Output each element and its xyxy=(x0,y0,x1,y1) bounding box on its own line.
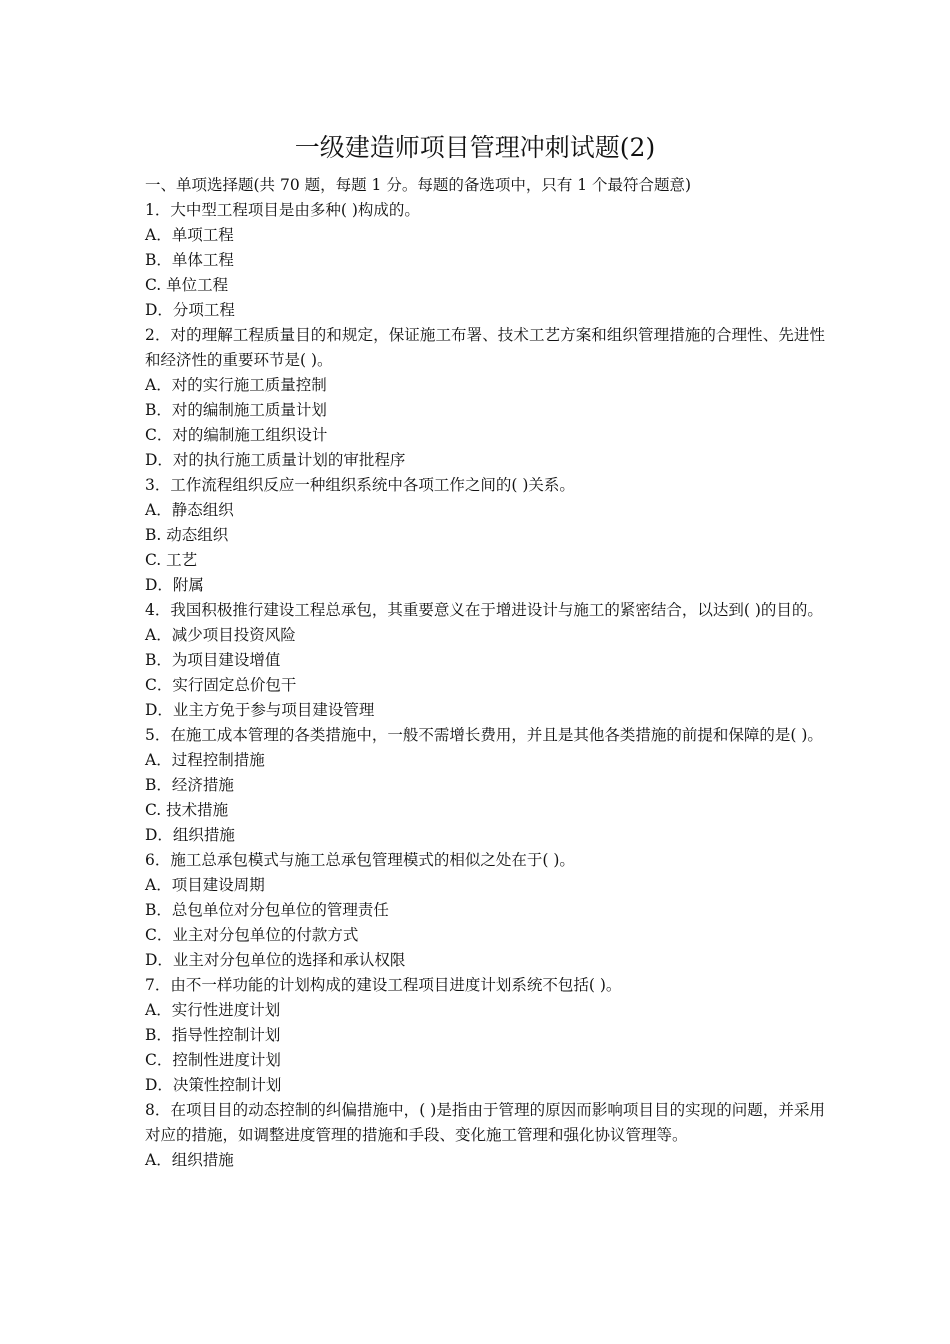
question-stem-3: 3．工作流程组织反应一种组织系统中各项工作之间的( )关系。 xyxy=(145,476,575,494)
question-stem-5: 5．在施工成本管理的各类措施中，一般不需增长费用，并且是其他各类措施的前提和保障的是( )。 xyxy=(145,726,823,744)
option-5-a: A．过程控制措施 xyxy=(145,751,265,769)
option-6-c: C．业主对分包单位的付款方式 xyxy=(145,926,359,944)
option-4-a: A．减少项目投资风险 xyxy=(145,626,296,644)
question-stem-1: 1．大中型工程项目是由多种( )构成的。 xyxy=(145,201,420,219)
option-7-b: B．指导性控制计划 xyxy=(145,1026,281,1044)
option-3-b: B. 动态组织 xyxy=(145,526,229,544)
document-title: 一级建造师项目管理冲刺试题(2) xyxy=(294,133,656,162)
option-7-a: A．实行性进度计划 xyxy=(145,1001,281,1019)
section-heading: 一、单项选择题(共 70 题，每题 1 分。每题的备选项中，只有 1 个最符合题意) xyxy=(145,176,692,194)
option-2-d: D．对的执行施工质量计划的审批程序 xyxy=(145,451,406,469)
option-6-a: A．项目建设周期 xyxy=(145,876,265,894)
option-1-d: D．分项工程 xyxy=(145,301,235,319)
question-stem-7: 7．由不一样功能的计划构成的建设工程项目进度计划系统不包括( )。 xyxy=(145,976,622,994)
question-stem-2: 2．对的理解工程质量目的和规定，保证施工布署、技术工艺方案和组织管理措施的合理性、先进性和经济性的重要环节是( )。 xyxy=(145,326,825,369)
option-2-a: A．对的实行施工质量控制 xyxy=(145,376,327,394)
option-5-c: C. 技术措施 xyxy=(145,801,229,819)
option-6-d: D．业主对分包单位的选择和承认权限 xyxy=(145,951,406,969)
option-4-c: C．实行固定总价包干 xyxy=(145,676,297,694)
option-5-b: B．经济措施 xyxy=(145,776,234,794)
option-3-c: C. 工艺 xyxy=(145,551,198,569)
option-7-c: C．控制性进度计划 xyxy=(145,1051,281,1069)
option-7-d: D．决策性控制计划 xyxy=(145,1076,282,1094)
option-1-b: B．单体工程 xyxy=(145,251,234,269)
option-8-a: A．组织措施 xyxy=(145,1151,234,1169)
question-stem-8: 8．在项目目的动态控制的纠偏措施中，( )是指由于管理的原因而影响项目目的实现的问题，并采用对应的措施，如调整进度管理的措施和手段、变化施工管理和强化协议管理等。 xyxy=(145,1101,825,1144)
option-1-a: A．单项工程 xyxy=(145,226,234,244)
option-4-b: B．为项目建设增值 xyxy=(145,651,281,669)
question-stem-6: 6．施工总承包模式与施工总承包管理模式的相似之处在于( )。 xyxy=(145,851,575,869)
option-5-d: D．组织措施 xyxy=(145,826,235,844)
document-body xyxy=(145,173,825,1173)
option-4-d: D．业主方免于参与项目建设管理 xyxy=(145,701,375,719)
option-3-a: A．静态组织 xyxy=(145,501,234,519)
option-6-b: B．总包单位对分包单位的管理责任 xyxy=(145,901,389,919)
option-2-b: B．对的编制施工质量计划 xyxy=(145,401,327,419)
question-stem-4: 4．我国积极推行建设工程总承包，其重要意义在于增进设计与施工的紧密结合，以达到( )的目的。 xyxy=(145,601,823,619)
option-3-d: D．附属 xyxy=(145,576,204,594)
option-1-c: C. 单位工程 xyxy=(145,276,229,294)
option-2-c: C．对的编制施工组织设计 xyxy=(145,426,328,444)
